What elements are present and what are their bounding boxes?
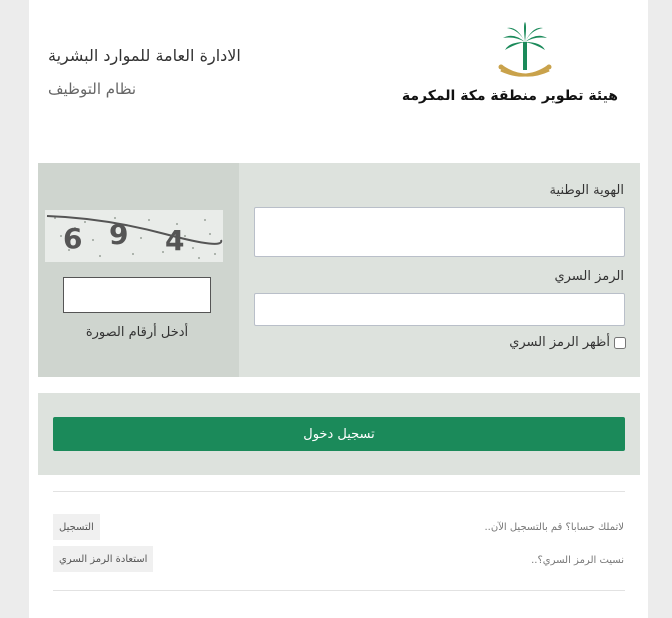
captcha-panel xyxy=(38,163,239,377)
recover-password-hint: نسيت الرمز السري؟.. xyxy=(531,555,624,566)
national-id-input[interactable] xyxy=(254,207,625,257)
divider xyxy=(53,491,625,492)
captcha-image xyxy=(45,210,223,262)
register-button[interactable]: التسجيل xyxy=(53,514,100,540)
captcha-label: أدخل أرقام الصورة xyxy=(85,325,189,340)
authority-name: هيئة تطوير منطقة مكة المكرمة xyxy=(401,88,618,104)
department-title: الادارة العامة للموارد البشرية xyxy=(48,46,241,65)
password-label: الرمز السري xyxy=(554,269,624,284)
show-password-toggle[interactable] xyxy=(509,335,626,350)
login-button[interactable]: تسجيل دخول xyxy=(53,417,625,451)
captcha-input[interactable] xyxy=(63,277,211,313)
register-hint: لاتملك حسابا؟ قم بالتسجيل الآن.. xyxy=(484,522,624,533)
recover-password-button[interactable]: استعادة الرمز السري xyxy=(53,546,153,572)
captcha-digit: 9 xyxy=(109,218,129,251)
national-id-label: الهوية الوطنية xyxy=(549,183,624,198)
password-input[interactable] xyxy=(254,293,625,326)
saudi-emblem-icon xyxy=(493,20,557,84)
show-password-label: أظهر الرمز السري xyxy=(509,335,610,350)
captcha-digit: 6 xyxy=(63,222,83,255)
show-password-checkbox[interactable] xyxy=(614,337,626,349)
system-title: نظام التوظيف xyxy=(48,80,137,98)
captcha-digit: 4 xyxy=(165,224,185,257)
divider xyxy=(53,590,625,591)
